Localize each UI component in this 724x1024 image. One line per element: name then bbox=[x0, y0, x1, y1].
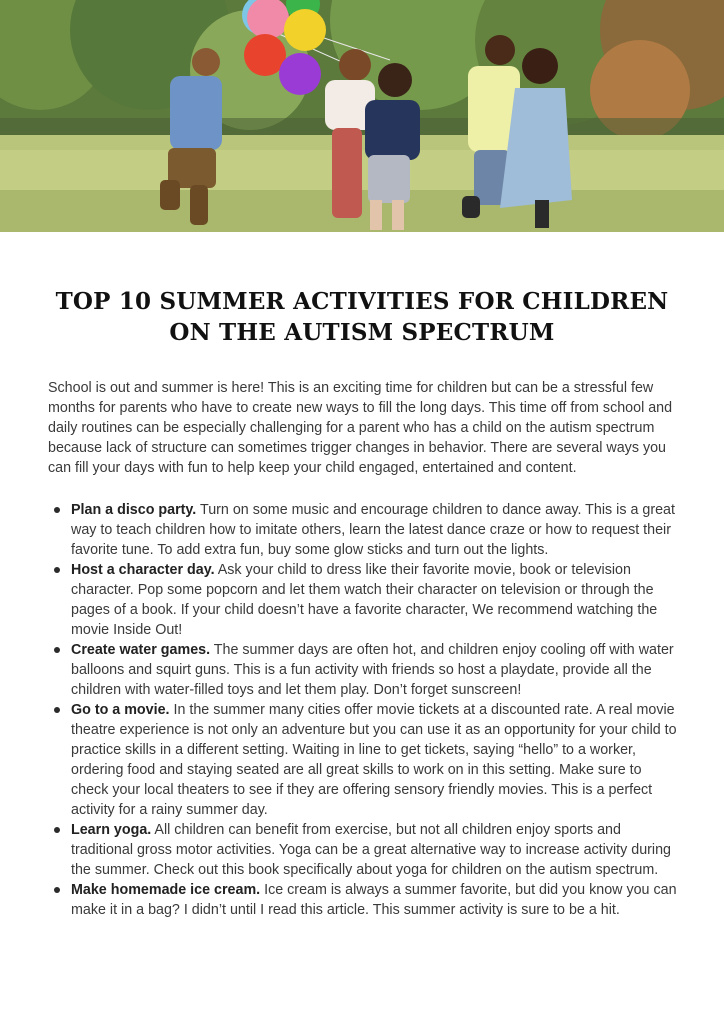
activity-text: Turn on some music and encourage children to dance away. This is a great way to teach children how to imitate others, learn the latest dance craze or how to request their favorite tune. To add extra fun, buy some glow sticks and turn out the lights. bbox=[71, 502, 675, 558]
page-title: TOP 10 SUMMER ACTIVITIES FOR CHILDREN ON THE AUTISM SPECTRUM bbox=[55, 288, 669, 346]
bullet-icon bbox=[54, 707, 60, 713]
children-with-balloons-illustration bbox=[0, 0, 724, 232]
list-item bbox=[48, 820, 678, 880]
list-item bbox=[48, 500, 678, 560]
bullet-icon bbox=[54, 887, 60, 893]
bullet-icon bbox=[54, 647, 60, 653]
activities-list bbox=[48, 500, 678, 920]
activity-text: All children can benefit from exercise, but not all children enjoy sports and traditional gross motor activities. Yoga can be a great alternative way to increase activity during the summer. Check out this book specifically about yoga for children on the autism spectrum. bbox=[71, 822, 671, 878]
activity-heading: Make homemade ice cream. bbox=[71, 882, 261, 898]
list-item bbox=[48, 640, 678, 700]
activity-heading: Plan a disco party. bbox=[71, 502, 197, 518]
activity-heading: Create water games. bbox=[71, 642, 211, 658]
list-item bbox=[48, 560, 678, 640]
activity-text: Ask your child to dress like their favorite movie, book or television character. Pop some popcorn and let them watch their character on television or through the pages of a book. If your child doesn’t have a favorite character, We recommend watching the movie Inside Out! bbox=[71, 562, 658, 638]
intro-paragraph: School is out and summer is here! This is an exciting time for children but can be a stressful few months for parents who have to create new ways to fill the long days. This time off from school and daily routines can be especially challenging for a parent who has a child on the autism spectrum because lack of structure can sometimes trigger changes in behavior. There are several ways you can fill your days with fun to help keep your child engaged, entertained and content. bbox=[48, 380, 673, 476]
list-item bbox=[48, 700, 678, 820]
hero-photo bbox=[0, 0, 724, 232]
bullet-icon bbox=[54, 507, 60, 513]
activity-heading: Learn yoga. bbox=[71, 822, 152, 838]
bullet-icon bbox=[54, 827, 60, 833]
list-item bbox=[48, 880, 678, 920]
activity-heading: Host a character day. bbox=[71, 562, 215, 578]
activity-text: Ice cream is always a summer favorite, but did you know you can make it in a bag? I didn’t until I read this article. This summer activity is sure to be a hit. bbox=[71, 882, 677, 918]
activity-text: In the summer many cities offer movie tickets at a discounted rate. A real movie theatre experience is not only an adventure but you can use it as an opportunity for your child to practice skills in a different setting. Waiting in line to get tickets, saying “hello” to a worker, ordering food and staying seated are all great skills to work on in this setting. Make sure to check your local theaters to see if they are offering sensory friendly movies. This is a perfect activity for a rainy summer day. bbox=[71, 702, 677, 818]
activity-text: The summer days are often hot, and children enjoy cooling off with water balloons and squirt guns. This is a fun activity with friends so host a playdate, provide all the children with water-filled toys and let them play. Don’t forget sunscreen! bbox=[71, 642, 674, 698]
bullet-icon bbox=[54, 567, 60, 573]
activity-heading: Go to a movie. bbox=[71, 702, 170, 718]
